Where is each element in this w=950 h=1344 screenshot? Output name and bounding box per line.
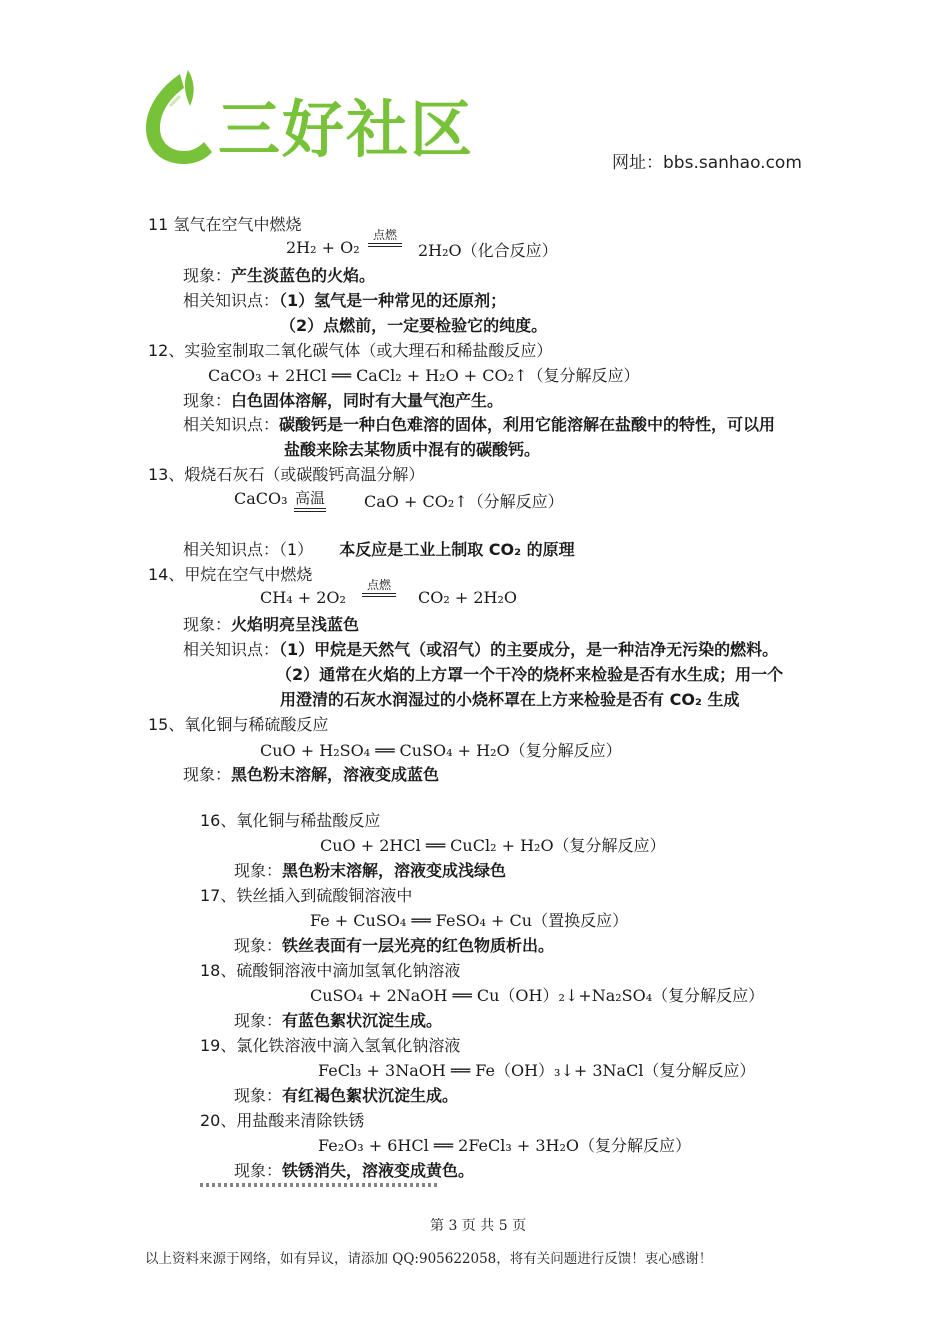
reaction-13-arrow — [294, 487, 326, 512]
reaction-14-knowledge-2: （2）通常在火焰的上方罩一个干冷的烧杯来检验是否有水生成；用一个 — [276, 665, 784, 684]
reaction-17-title: 17、铁丝插入到硫酸铜溶液中 — [200, 886, 413, 905]
reaction-19-title: 19、氯化铁溶液中滴入氢氧化钠溶液 — [200, 1036, 461, 1055]
reaction-14-lhs: CH₄ + 2O₂ — [260, 588, 346, 607]
reaction-11-title: 11 氢气在空气中燃烧 — [148, 215, 302, 234]
reaction-13-knowledge-1: 相关知识点：（1） 本反应是工业上制取 CO₂ 的原理 — [183, 540, 575, 559]
reaction-14-knowledge-1: 相关知识点：（1）甲烷是天然气（或沼气）的主要成分，是一种洁净无污染的燃料。 — [183, 640, 779, 659]
reaction-12-knowledge-2: 盐酸来除去某物质中混有的碳酸钙。 — [284, 440, 541, 459]
reaction-15-phenomenon: 现象：黑色粉末溶解，溶液变成蓝色 — [183, 765, 440, 784]
reaction-14-title: 14、甲烷在空气中燃烧 — [148, 565, 313, 584]
sanhao-logo — [140, 66, 475, 170]
reaction-18-phenomenon: 现象：有蓝色絮状沉淀生成。 — [234, 1011, 443, 1030]
reaction-11-condition: 点燃 — [372, 228, 397, 242]
reaction-13-lhs: CaCO₃ — [234, 489, 288, 508]
reaction-14-arrow — [362, 576, 396, 597]
reaction-15-equation: CuO + H₂SO₄ ══ CuSO₄ + H₂O（复分解反应） — [260, 741, 622, 760]
reaction-20-title: 20、用盐酸来清除铁锈 — [200, 1111, 365, 1130]
reaction-18-title: 18、硫酸铜溶液中滴加氢氧化钠溶液 — [200, 961, 461, 980]
logo-text: 三好社区 — [218, 93, 475, 166]
reaction-19-equation: FeCl₃ + 3NaOH ══ Fe（OH）₃↓+ 3NaCl（复分解反应） — [318, 1061, 756, 1080]
reaction-12-title: 12、实验室制取二氧化碳气体（或大理石和稀盐酸反应） — [148, 341, 553, 360]
reaction-14-condition: 点燃 — [366, 578, 391, 592]
reaction-11-lhs: 2H₂ + O₂ — [286, 238, 360, 257]
cut-off-line — [200, 1183, 440, 1187]
reaction-15-title: 15、氧化铜与稀硫酸反应 — [148, 715, 329, 734]
reaction-17-equation: Fe + CuSO₄ ══ FeSO₄ + Cu（置换反应） — [310, 911, 629, 930]
reaction-13-condition: 高温 — [294, 489, 325, 507]
reaction-20-equation: Fe₂O₃ + 6HCl ══ 2FeCl₃ + 3H₂O（复分解反应） — [318, 1136, 692, 1155]
reaction-11-knowledge-1: 相关知识点：（1）氢气是一种常见的还原剂； — [183, 291, 507, 310]
reaction-18-equation: CuSO₄ + 2NaOH ══ Cu（OH）₂↓+Na₂SO₄（复分解反应） — [310, 986, 765, 1005]
reaction-17-phenomenon: 现象：铁丝表面有一层光亮的红色物质析出。 — [234, 936, 555, 955]
reaction-14-rhs: CO₂ + 2H₂O — [418, 588, 518, 607]
reaction-19-phenomenon: 现象：有红褐色絮状沉淀生成。 — [234, 1086, 459, 1105]
reaction-11-knowledge-2: （2）点燃前，一定要检验它的纯度。 — [280, 316, 548, 335]
reaction-11-rhs: 2H₂O（化合反应） — [418, 241, 558, 260]
reaction-16-title: 16、氧化铜与稀盐酸反应 — [200, 811, 381, 830]
reaction-11-phenomenon: 现象：产生淡蓝色的火焰。 — [183, 266, 376, 285]
page-number: 第 3 页 共 5 页 — [430, 1218, 527, 1234]
reaction-14-phenomenon: 现象：火焰明亮呈浅蓝色 — [183, 615, 360, 634]
reaction-12-equation: CaCO₃ + 2HCl ══ CaCl₂ + H₂O + CO₂↑（复分解反应） — [208, 366, 640, 385]
reaction-13-title: 13、煅烧石灰石（或碳酸钙高温分解） — [148, 465, 425, 484]
reaction-20-phenomenon: 现象：铁锈消失，溶液变成黄色。 — [234, 1161, 475, 1180]
reaction-16-equation: CuO + 2HCl ══ CuCl₂ + H₂O（复分解反应） — [320, 836, 666, 855]
reaction-13-rhs: CaO + CO₂↑（分解反应） — [364, 492, 564, 511]
reaction-14-knowledge-3: 用澄清的石灰水润湿过的小烧杯罩在上方来检验是否有 CO₂ 生成 — [280, 690, 740, 709]
site-url: 网址：bbs.sanhao.com — [612, 153, 802, 173]
leaf-c-icon — [140, 66, 220, 170]
reaction-16-phenomenon: 现象：黑色粉末溶解，溶液变成浅绿色 — [234, 861, 507, 880]
reaction-11-arrow — [368, 226, 402, 247]
footer-notice: 以上资料来源于网络，如有异议，请添加 QQ:905622058，将有关问题进行反馈！衷心感谢！ — [145, 1251, 713, 1267]
reaction-12-phenomenon: 现象：白色固体溶解，同时有大量气泡产生。 — [183, 391, 504, 410]
reaction-12-knowledge-1: 相关知识点：碳酸钙是一种白色难溶的固体，利用它能溶解在盐酸中的特性，可以用 — [183, 415, 776, 434]
